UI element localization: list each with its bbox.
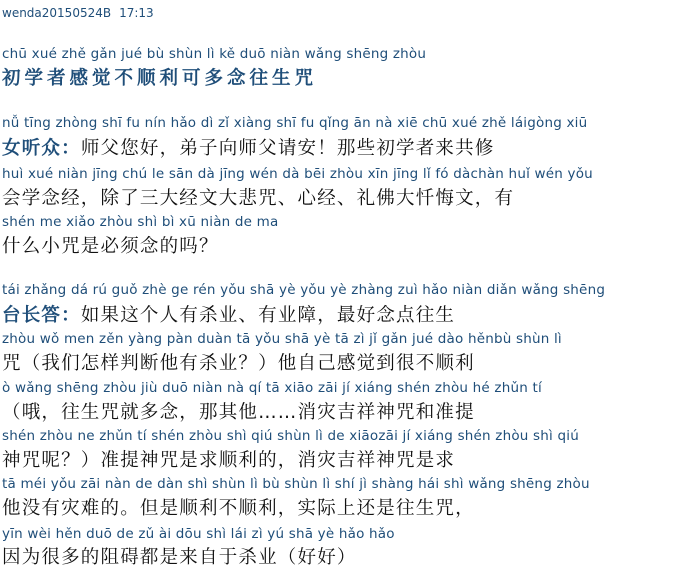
line-2-content: 会学念经，除了三大经文大悲咒、心经、礼佛大忏悔文，有 (2, 188, 515, 209)
line-7-text (2, 446, 455, 472)
title-pinyin: chū xué zhě gǎn jué bù shùn lì kě duō niàn wǎng shēng zhòu (2, 46, 427, 62)
timestamp: 17:13 (119, 6, 154, 20)
line-5-content: 咒（我们怎样判断他有杀业？）他自己感觉到很不顺利 (2, 353, 475, 374)
line-2-pinyin: huì xué niàn jīng chú le sān dà jīng wén dà bēi zhòu xīn jīng lǐ fó dàchàn huǐ wén yǒu (2, 166, 593, 182)
line-7-pinyin: shén zhòu ne zhǔn tí shén zhòu shì qiú shùn lì de xiāozāi jí xiáng shén zhòu shì qiú (2, 428, 579, 444)
line-8-pinyin: tā méi yǒu zāi nàn de dàn shì shùn lì bù shùn lì shí jì shàng hái shì wǎng shēng zhòu (2, 476, 590, 492)
speaker-label-master: 台长答： (2, 305, 81, 326)
line-9-pinyin: yīn wèi hěn duō de zǔ ài dōu shì lái zì yú shā yè hǎo hǎo (2, 526, 395, 542)
line-8-text (2, 494, 475, 520)
line-3-content: 什么小咒是必须念的吗？ (2, 236, 219, 257)
line-4-pinyin: tái zhǎng dá rú guǒ zhè ge rén yǒu shā yè yǒu yè zhàng zuì hǎo niàn diǎn wǎng shēng (2, 282, 606, 298)
line-2-text (2, 184, 514, 210)
line-9-content: 因为很多的阻碍都是来自于杀业（好好） (2, 547, 357, 568)
line-4-text (2, 301, 455, 327)
line-8-content: 他没有灾难的。但是顺利不顺利，实际上还是往生咒， (2, 498, 475, 519)
document-id: wenda20150524B (2, 6, 112, 20)
line-9-text (2, 543, 357, 569)
line-7-content: 神咒呢？）准提神咒是求顺利的，消灾吉祥神咒是求 (2, 450, 456, 471)
line-3-text (2, 232, 219, 258)
line-1-content: 师父您好，弟子向师父请安！那些初学者来共修 (80, 138, 495, 159)
speaker-label-listener: 女听众： (2, 138, 81, 159)
line-6-pinyin: ò wǎng shēng zhòu jiù duō niàn nà qí tā xiāo zāi jí xiáng shén zhòu hé zhǔn tí (2, 380, 542, 396)
line-6-content: （哦，往生咒就多念，那其他……消灾吉祥神咒和准提 (2, 402, 475, 423)
line-1-pinyin: nǚ tīng zhòng shī fu nín hǎo dì zǐ xiàng shī fu qǐng ān nà xiē chū xué zhě láigòng xiū (2, 115, 588, 131)
document-header (2, 6, 154, 20)
line-1-text (2, 134, 495, 160)
line-6-text (2, 398, 475, 424)
page-title: 初学者感觉不顺利可多念往生咒 (2, 68, 318, 89)
line-5-pinyin: zhòu wǒ men zěn yàng pàn duàn tā yǒu shā yè tā zì jǐ gǎn jué dào hěnbù shùn lì (2, 331, 562, 347)
line-3-pinyin: shén me xiǎo zhòu shì bì xū niàn de ma (2, 214, 279, 230)
line-5-text (2, 349, 475, 375)
line-4-content: 如果这个人有杀业、有业障，最好念点往生 (80, 305, 456, 326)
